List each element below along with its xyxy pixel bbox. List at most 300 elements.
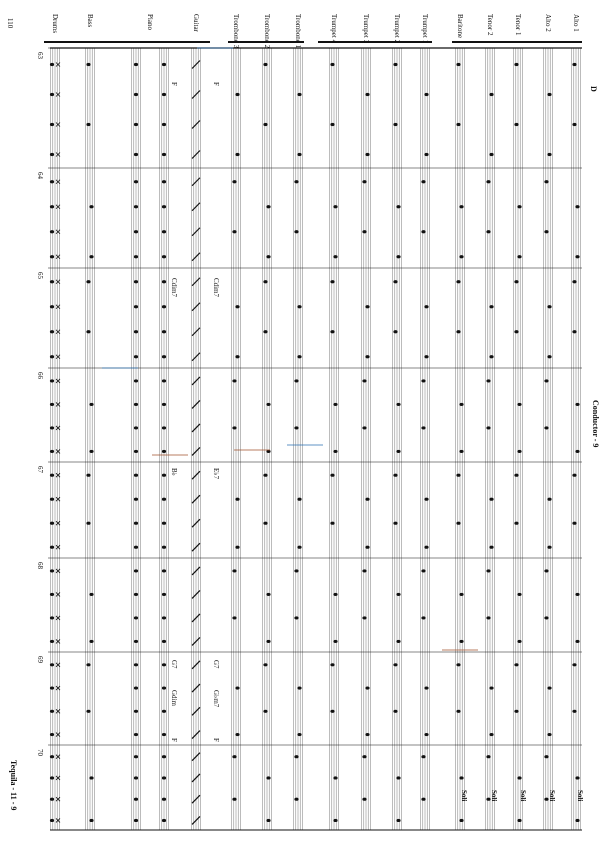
notehead bbox=[232, 616, 236, 619]
notehead bbox=[517, 450, 521, 453]
piano-note bbox=[162, 593, 166, 596]
piano-note bbox=[162, 355, 166, 358]
notehead bbox=[489, 153, 493, 156]
piano-note bbox=[134, 798, 138, 801]
notehead bbox=[421, 616, 425, 619]
drum-note bbox=[50, 686, 54, 689]
guitar-chord: Cdim7 bbox=[212, 278, 220, 298]
notehead bbox=[266, 819, 270, 822]
notehead bbox=[572, 522, 576, 525]
notehead bbox=[266, 205, 270, 208]
notehead bbox=[86, 522, 90, 525]
piano-note bbox=[162, 153, 166, 156]
notehead bbox=[330, 280, 334, 283]
notehead bbox=[232, 180, 236, 183]
piano-note bbox=[162, 230, 166, 233]
notehead bbox=[547, 686, 551, 689]
notehead bbox=[86, 63, 90, 66]
drum-note bbox=[50, 755, 54, 758]
notehead bbox=[456, 63, 460, 66]
drum-note bbox=[50, 546, 54, 549]
notehead bbox=[235, 498, 239, 501]
notehead bbox=[547, 153, 551, 156]
notehead bbox=[547, 546, 551, 549]
notehead bbox=[424, 355, 428, 358]
piano-note bbox=[134, 640, 138, 643]
notehead bbox=[486, 230, 490, 233]
notehead bbox=[232, 569, 236, 572]
measure-number: 64 bbox=[36, 172, 44, 179]
notehead bbox=[396, 640, 400, 643]
drum-note bbox=[50, 355, 54, 358]
notehead bbox=[89, 819, 93, 822]
instrument-label: Alto 1 bbox=[572, 14, 580, 32]
notehead bbox=[294, 230, 298, 233]
notehead bbox=[575, 640, 579, 643]
notehead bbox=[393, 474, 397, 477]
piano-note bbox=[134, 522, 138, 525]
notehead bbox=[456, 710, 460, 713]
instrument-label: Bass bbox=[86, 14, 94, 28]
notehead bbox=[489, 355, 493, 358]
notehead bbox=[266, 403, 270, 406]
notehead bbox=[572, 123, 576, 126]
notehead bbox=[393, 663, 397, 666]
piano-note bbox=[162, 123, 166, 126]
piano-note bbox=[134, 230, 138, 233]
piano-note bbox=[162, 63, 166, 66]
notehead bbox=[489, 686, 493, 689]
notehead bbox=[459, 640, 463, 643]
instrument-label: Drums bbox=[51, 14, 59, 34]
piano-note bbox=[162, 569, 166, 572]
notehead bbox=[544, 426, 548, 429]
notehead bbox=[396, 776, 400, 779]
instrument-label: Trumpet 3 bbox=[362, 14, 370, 44]
notehead bbox=[396, 593, 400, 596]
notehead bbox=[235, 686, 239, 689]
piano-note bbox=[134, 663, 138, 666]
notehead bbox=[572, 710, 576, 713]
instrument-label: Trombone 1 bbox=[294, 14, 302, 49]
notehead bbox=[456, 330, 460, 333]
drum-note bbox=[50, 255, 54, 258]
notehead bbox=[459, 776, 463, 779]
notehead bbox=[235, 546, 239, 549]
notehead bbox=[514, 330, 518, 333]
drum-note bbox=[50, 616, 54, 619]
piano-chord: Cdim7 bbox=[170, 278, 178, 298]
notehead bbox=[489, 546, 493, 549]
guitar-chord: G♭m7 bbox=[212, 690, 220, 708]
notehead bbox=[459, 205, 463, 208]
notehead bbox=[514, 63, 518, 66]
notehead bbox=[294, 755, 298, 758]
notehead bbox=[486, 426, 490, 429]
notehead bbox=[517, 640, 521, 643]
drum-note bbox=[50, 93, 54, 96]
notehead bbox=[459, 403, 463, 406]
notehead bbox=[547, 498, 551, 501]
instrument-label: Piano bbox=[146, 14, 154, 30]
notehead bbox=[365, 546, 369, 549]
piano-note bbox=[162, 426, 166, 429]
notehead bbox=[514, 710, 518, 713]
piano-note bbox=[162, 403, 166, 406]
notehead bbox=[333, 450, 337, 453]
measure-number: 66 bbox=[36, 372, 44, 379]
piano-note bbox=[134, 546, 138, 549]
notehead bbox=[297, 733, 301, 736]
notehead bbox=[86, 710, 90, 713]
notehead bbox=[89, 450, 93, 453]
notehead bbox=[514, 280, 518, 283]
piano-note bbox=[162, 798, 166, 801]
piano-note bbox=[162, 474, 166, 477]
piano-note bbox=[134, 426, 138, 429]
notehead bbox=[235, 153, 239, 156]
notehead bbox=[333, 255, 337, 258]
piano-note bbox=[134, 710, 138, 713]
notehead bbox=[544, 180, 548, 183]
notehead bbox=[424, 93, 428, 96]
measure-number: 70 bbox=[36, 749, 44, 756]
notehead bbox=[362, 180, 366, 183]
notehead bbox=[575, 205, 579, 208]
piano-note bbox=[162, 755, 166, 758]
notehead bbox=[393, 63, 397, 66]
notehead bbox=[362, 569, 366, 572]
notehead bbox=[365, 305, 369, 308]
piano-note bbox=[134, 686, 138, 689]
notehead bbox=[235, 355, 239, 358]
piano-note bbox=[134, 450, 138, 453]
piano-note bbox=[134, 403, 138, 406]
notehead bbox=[263, 63, 267, 66]
piano-note bbox=[134, 305, 138, 308]
notehead bbox=[365, 93, 369, 96]
instrument-label: Trumpet 1 bbox=[421, 14, 429, 44]
notehead bbox=[459, 450, 463, 453]
notehead bbox=[575, 403, 579, 406]
piano-note bbox=[134, 379, 138, 382]
guitar-chord: E♭7 bbox=[212, 468, 220, 480]
piano-note bbox=[162, 546, 166, 549]
drum-note bbox=[50, 153, 54, 156]
notehead bbox=[333, 593, 337, 596]
notehead bbox=[424, 305, 428, 308]
drum-note bbox=[50, 710, 54, 713]
piano-note bbox=[134, 255, 138, 258]
piano-note bbox=[134, 330, 138, 333]
drum-note bbox=[50, 280, 54, 283]
piano-note bbox=[162, 450, 166, 453]
instrument-label: Tenor 2 bbox=[486, 14, 494, 36]
measure-number: 63 bbox=[36, 52, 44, 59]
drum-note bbox=[50, 379, 54, 382]
notehead bbox=[235, 305, 239, 308]
drum-note bbox=[50, 776, 54, 779]
piano-note bbox=[134, 819, 138, 822]
notehead bbox=[456, 280, 460, 283]
notehead bbox=[517, 255, 521, 258]
drum-note bbox=[50, 305, 54, 308]
piano-note bbox=[134, 355, 138, 358]
piano-note bbox=[162, 819, 166, 822]
notehead bbox=[575, 255, 579, 258]
notehead bbox=[235, 733, 239, 736]
notehead bbox=[362, 798, 366, 801]
notehead bbox=[232, 755, 236, 758]
notehead bbox=[89, 640, 93, 643]
drum-note bbox=[50, 63, 54, 66]
piano-note bbox=[162, 776, 166, 779]
drum-note bbox=[50, 569, 54, 572]
notehead bbox=[235, 93, 239, 96]
notehead bbox=[297, 305, 301, 308]
notehead bbox=[575, 450, 579, 453]
notehead bbox=[294, 379, 298, 382]
notehead bbox=[421, 755, 425, 758]
guitar-chord: F bbox=[212, 738, 220, 742]
notehead bbox=[263, 710, 267, 713]
drum-note bbox=[50, 474, 54, 477]
notehead bbox=[424, 153, 428, 156]
soli-label: Soli bbox=[548, 790, 556, 802]
notehead bbox=[424, 546, 428, 549]
instrument-label: Trombone 3 bbox=[232, 14, 240, 49]
notehead bbox=[263, 663, 267, 666]
piano-note bbox=[134, 63, 138, 66]
notehead bbox=[572, 63, 576, 66]
notehead bbox=[456, 663, 460, 666]
piano-chord: F bbox=[170, 738, 178, 742]
piano-note bbox=[134, 180, 138, 183]
notehead bbox=[263, 280, 267, 283]
piano-note bbox=[134, 205, 138, 208]
piano-note bbox=[162, 616, 166, 619]
notehead bbox=[294, 569, 298, 572]
notehead bbox=[330, 663, 334, 666]
notehead bbox=[86, 474, 90, 477]
instrument-label: Trumpet 4 bbox=[330, 14, 338, 44]
notehead bbox=[547, 733, 551, 736]
notehead bbox=[232, 798, 236, 801]
piano-note bbox=[134, 280, 138, 283]
page-number: 110 bbox=[6, 18, 14, 29]
instrument-label: Baritone bbox=[456, 14, 464, 39]
measure-number: 65 bbox=[36, 272, 44, 279]
notehead bbox=[330, 63, 334, 66]
notehead bbox=[456, 123, 460, 126]
notehead bbox=[365, 498, 369, 501]
notehead bbox=[297, 546, 301, 549]
notehead bbox=[89, 205, 93, 208]
notehead bbox=[232, 230, 236, 233]
notehead bbox=[89, 403, 93, 406]
notehead bbox=[396, 450, 400, 453]
notehead bbox=[297, 498, 301, 501]
drum-note bbox=[50, 498, 54, 501]
notehead bbox=[489, 498, 493, 501]
notehead bbox=[294, 426, 298, 429]
notehead bbox=[365, 686, 369, 689]
notehead bbox=[544, 755, 548, 758]
notehead bbox=[517, 205, 521, 208]
drum-note bbox=[50, 330, 54, 333]
notehead bbox=[456, 474, 460, 477]
piano-note bbox=[162, 733, 166, 736]
notehead bbox=[514, 663, 518, 666]
notehead bbox=[333, 776, 337, 779]
notehead bbox=[424, 498, 428, 501]
notehead bbox=[362, 230, 366, 233]
notehead bbox=[421, 569, 425, 572]
drum-note bbox=[50, 640, 54, 643]
notehead bbox=[514, 474, 518, 477]
notehead bbox=[89, 776, 93, 779]
notehead bbox=[575, 819, 579, 822]
notehead bbox=[517, 819, 521, 822]
notehead bbox=[263, 522, 267, 525]
notehead bbox=[421, 426, 425, 429]
notehead bbox=[330, 474, 334, 477]
notehead bbox=[544, 230, 548, 233]
notehead bbox=[544, 379, 548, 382]
piano-note bbox=[134, 123, 138, 126]
notehead bbox=[486, 569, 490, 572]
piano-note bbox=[134, 776, 138, 779]
notehead bbox=[393, 522, 397, 525]
notehead bbox=[294, 616, 298, 619]
notehead bbox=[86, 663, 90, 666]
piano-note bbox=[162, 640, 166, 643]
piano-note bbox=[162, 379, 166, 382]
notehead bbox=[544, 569, 548, 572]
piano-note bbox=[134, 593, 138, 596]
notehead bbox=[294, 180, 298, 183]
notehead bbox=[575, 776, 579, 779]
piano-note bbox=[134, 569, 138, 572]
piano-note bbox=[162, 498, 166, 501]
notehead bbox=[486, 180, 490, 183]
notehead bbox=[330, 123, 334, 126]
notehead bbox=[424, 733, 428, 736]
drum-note bbox=[50, 205, 54, 208]
notehead bbox=[572, 663, 576, 666]
piano-note bbox=[134, 153, 138, 156]
notehead bbox=[263, 123, 267, 126]
notehead bbox=[489, 93, 493, 96]
soli-label: Soli bbox=[576, 790, 584, 802]
instrument-label: Trombone 2 bbox=[263, 14, 271, 49]
drum-note bbox=[50, 403, 54, 406]
piano-note bbox=[162, 522, 166, 525]
notehead bbox=[459, 255, 463, 258]
soli-label: Soli bbox=[460, 790, 468, 802]
notehead bbox=[333, 640, 337, 643]
measure-number: 67 bbox=[36, 466, 44, 473]
notehead bbox=[266, 640, 270, 643]
notehead bbox=[547, 355, 551, 358]
drum-note bbox=[50, 798, 54, 801]
notehead bbox=[365, 733, 369, 736]
measure-number: 69 bbox=[36, 656, 44, 663]
notehead bbox=[266, 255, 270, 258]
drum-note bbox=[50, 593, 54, 596]
drum-note bbox=[50, 450, 54, 453]
notehead bbox=[330, 710, 334, 713]
notehead bbox=[572, 280, 576, 283]
piano-chord: B♭ bbox=[170, 468, 178, 476]
notehead bbox=[263, 474, 267, 477]
notehead bbox=[362, 426, 366, 429]
drum-note bbox=[50, 663, 54, 666]
notehead bbox=[396, 403, 400, 406]
notehead bbox=[396, 819, 400, 822]
notehead bbox=[421, 798, 425, 801]
notehead bbox=[89, 593, 93, 596]
piano-note bbox=[162, 710, 166, 713]
notehead bbox=[263, 330, 267, 333]
notehead bbox=[89, 255, 93, 258]
notehead bbox=[362, 755, 366, 758]
measure-number: 68 bbox=[36, 562, 44, 569]
instrument-label: Tenor 1 bbox=[514, 14, 522, 36]
notehead bbox=[330, 330, 334, 333]
piano-chord: F bbox=[170, 82, 178, 86]
soli-label: Soli bbox=[490, 790, 498, 802]
piano-note bbox=[134, 733, 138, 736]
notehead bbox=[297, 686, 301, 689]
notehead bbox=[333, 819, 337, 822]
guitar-chord: F bbox=[212, 82, 220, 86]
notehead bbox=[459, 593, 463, 596]
notehead bbox=[544, 616, 548, 619]
notehead bbox=[517, 776, 521, 779]
piano-note bbox=[134, 93, 138, 96]
notehead bbox=[362, 616, 366, 619]
guitar-chord: G7 bbox=[212, 660, 220, 669]
drum-note bbox=[50, 180, 54, 183]
instrument-label: Guitar bbox=[192, 14, 200, 32]
piano-chord: G7 bbox=[170, 660, 178, 669]
notehead bbox=[396, 255, 400, 258]
notehead bbox=[572, 474, 576, 477]
piano-note bbox=[162, 686, 166, 689]
notehead bbox=[86, 330, 90, 333]
piano-note bbox=[162, 305, 166, 308]
piano-note bbox=[162, 205, 166, 208]
notehead bbox=[486, 755, 490, 758]
notehead bbox=[86, 123, 90, 126]
notehead bbox=[424, 686, 428, 689]
notehead bbox=[486, 616, 490, 619]
notehead bbox=[517, 593, 521, 596]
piano-note bbox=[134, 498, 138, 501]
notehead bbox=[575, 593, 579, 596]
notehead bbox=[489, 733, 493, 736]
piano-chord: Gdim bbox=[170, 690, 178, 706]
notehead bbox=[333, 403, 337, 406]
notehead bbox=[421, 180, 425, 183]
notehead bbox=[294, 798, 298, 801]
notehead bbox=[489, 305, 493, 308]
piano-note bbox=[134, 755, 138, 758]
notehead bbox=[547, 305, 551, 308]
piano-note bbox=[162, 93, 166, 96]
notehead bbox=[232, 379, 236, 382]
